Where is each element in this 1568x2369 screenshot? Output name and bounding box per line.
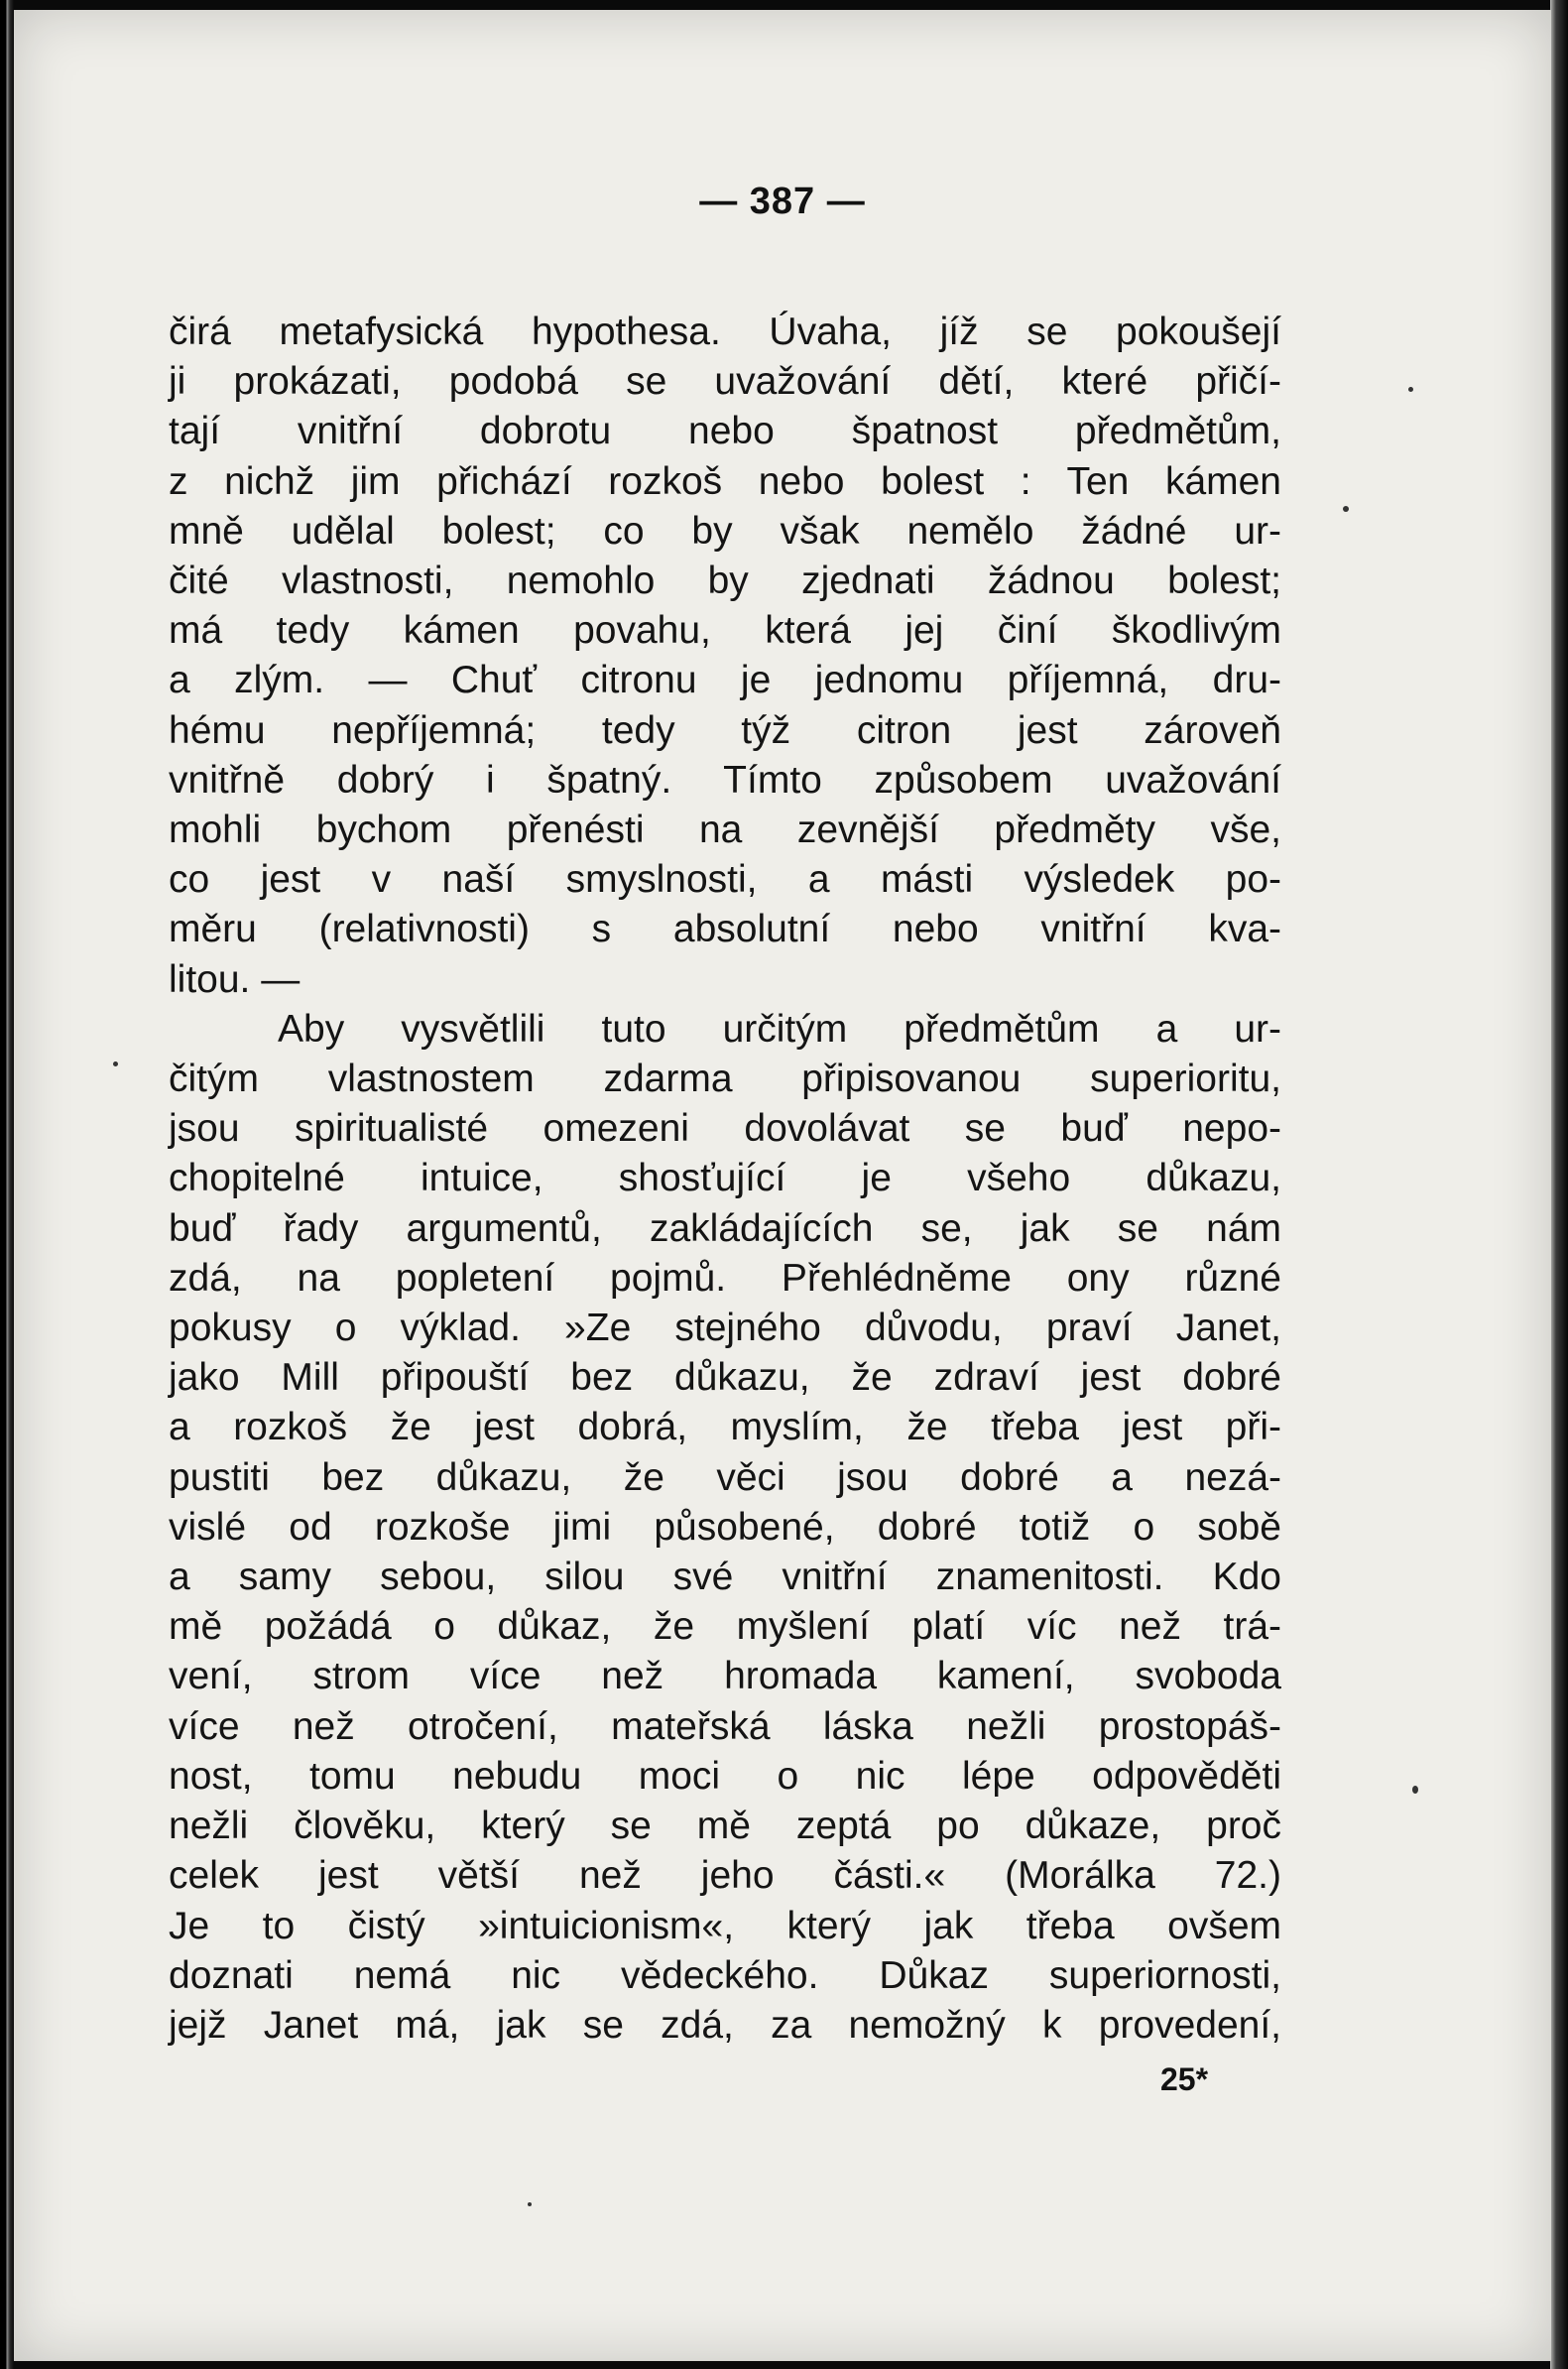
text-line: nost, tomu nebudu moci o nic lépe odpověděti	[169, 1754, 1281, 1798]
text-line: a samy sebou, silou své vnitřní znamenitosti. Kdo	[169, 1556, 1281, 1599]
text-line: zdá, na popletení pojmů. Přehlédněme ony různé	[169, 1256, 1281, 1300]
text-line: více než otročení, mateřská láska nežli prostopáš-	[169, 1704, 1281, 1748]
text-line: doznati nemá nic vědeckého. Důkaz superiornosti,	[169, 1953, 1281, 1997]
text-line: vení, strom více než hromada kamení, svoboda	[169, 1655, 1281, 1698]
text-line: Aby vysvětlili tuto určitým předmětům a ur-	[278, 1007, 1281, 1051]
paper-speck	[528, 2202, 532, 2206]
text-line: čité vlastnosti, nemohlo by zjednati žádnou bolest;	[169, 560, 1281, 603]
text-line: chopitelné intuice, shosťující je všeho důkazu,	[169, 1157, 1281, 1200]
text-line: mě požádá o důkaz, že myšlení platí víc než trá-	[169, 1605, 1281, 1649]
paper-speck	[1412, 1786, 1418, 1794]
text-line: buď řady argumentů, zakládajících se, jak se nám	[169, 1206, 1281, 1250]
body-text	[169, 308, 1281, 2051]
page-right-edge	[1550, 0, 1568, 2369]
text-line: pokusy o výklad. »Ze stejného důvodu, praví Janet,	[169, 1307, 1281, 1350]
text-line: čitým vlastnostem zdarma připisovanou superioritu,	[169, 1058, 1281, 1101]
paper-speck	[1408, 387, 1413, 392]
text-line: litou. —	[169, 957, 301, 1001]
signature-mark: 25*	[1160, 2061, 1209, 2097]
text-line: mně udělal bolest; co by však nemělo žádné ur-	[169, 509, 1281, 553]
paper-speck	[113, 1061, 118, 1066]
text-line: má tedy kámen povahu, která jej činí škodlivým	[169, 609, 1281, 653]
text-line: nežli člověku, který se mě zeptá po důkaze, proč	[169, 1805, 1281, 1848]
text-line: čirá metafysická hypothesa. Úvaha, jíž se pokoušejí	[169, 311, 1281, 353]
book-page	[14, 10, 1551, 2361]
text-line: Je to čistý »intuicionism«, který jak třeba ovšem	[169, 1904, 1281, 1947]
text-line: jsou spiritualisté omezeni dovolávat se buď nepo-	[169, 1107, 1281, 1151]
text-line: měru (relativnosti) s absolutní nebo vnitřní kva-	[169, 908, 1281, 951]
text-line: z nichž jim přichází rozkoš nebo bolest : Ten kámen	[169, 459, 1281, 503]
text-line: vnitřně dobrý i špatný. Tímto způsobem uvažování	[169, 758, 1281, 802]
text-line: pustiti bez důkazu, že věci jsou dobré a nezá-	[169, 1455, 1281, 1499]
text-line: vislé od rozkoše jimi působené, dobré totiž o sobě	[169, 1505, 1281, 1549]
text-line: tají vnitřní dobrotu nebo špatnost předmětům,	[169, 410, 1281, 453]
text-line: co jest v naší smyslnosti, a másti výsledek po-	[169, 858, 1281, 902]
paper-speck	[1343, 506, 1349, 512]
text-line: a rozkoš že jest dobrá, myslím, že třeba jest při-	[169, 1406, 1281, 1449]
text-line: jejž Janet má, jak se zdá, za nemožný k provedení,	[169, 2003, 1281, 2047]
text-line: mohli bychom přenésti na zevnější předměty vše,	[169, 809, 1281, 852]
text-line: ji prokázati, podobá se uvažování dětí, které přičí-	[169, 360, 1281, 404]
page-number-header: — 387 —	[699, 181, 866, 222]
text-line: hému nepříjemná; tedy týž citron jest zároveň	[169, 708, 1281, 752]
page-left-edge	[0, 0, 14, 2369]
text-line: jako Mill připouští bez důkazu, že zdraví jest dobré	[169, 1356, 1281, 1400]
text-line: a zlým. — Chuť citronu je jednomu příjemná, dru-	[169, 659, 1281, 702]
text-line: celek jest větší než jeho části.« (Morálka 72.)	[169, 1854, 1281, 1898]
